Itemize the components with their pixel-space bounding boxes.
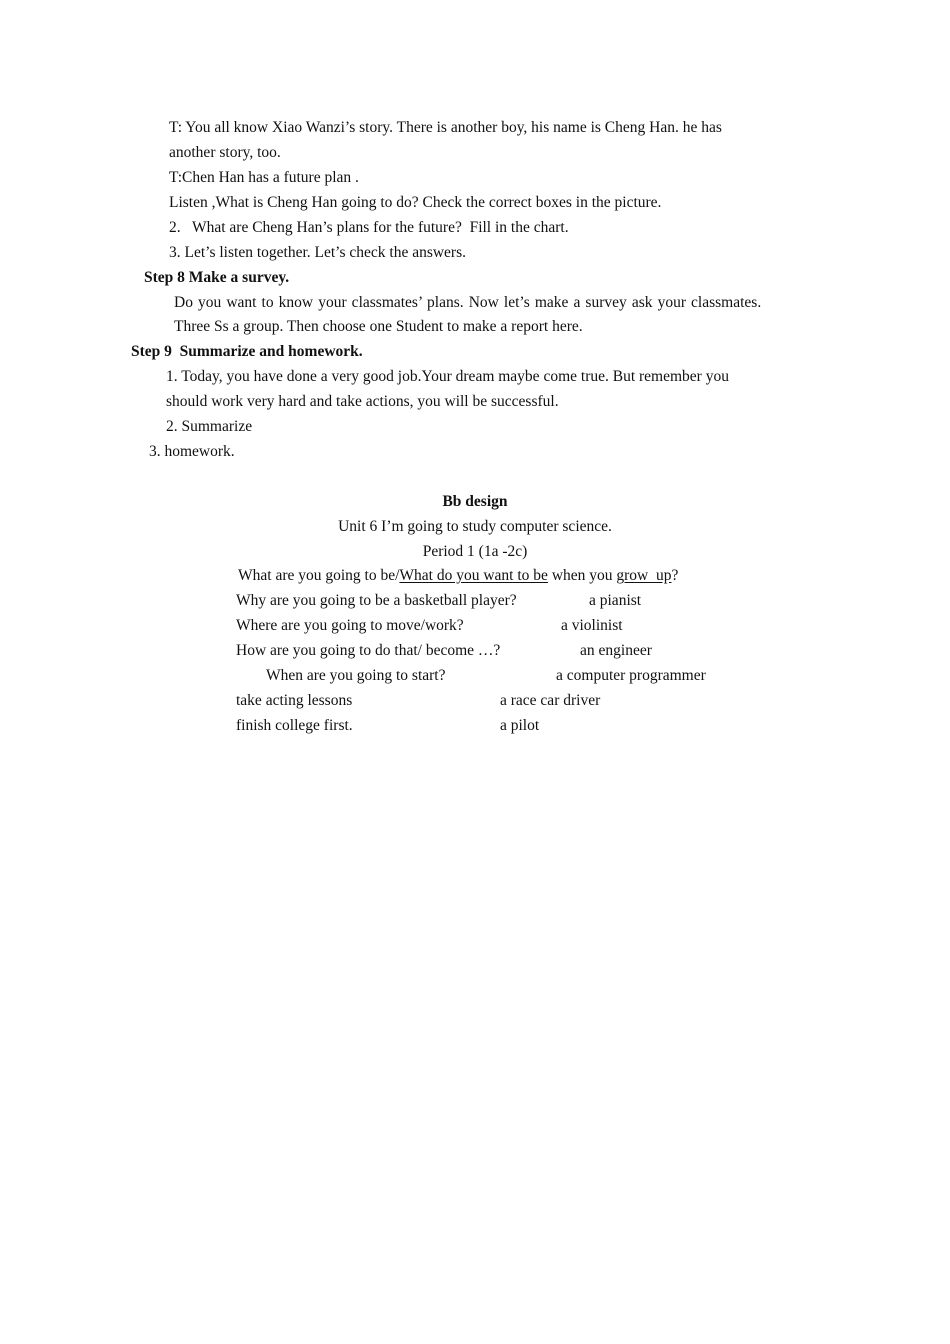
paragraph-line: T:Chen Han has a future plan .: [169, 169, 359, 186]
step-8-heading: Step 8 Make a survey.: [144, 269, 290, 286]
bb-left-item: take acting lessons: [236, 692, 353, 709]
paragraph-line: 2. What are Cheng Han’s plans for the future? Fill in the chart.: [169, 219, 569, 236]
bb-right-item: an engineer: [580, 642, 652, 659]
bb-right-item: a computer programmer: [556, 667, 706, 684]
paragraph-line: 2. Summarize: [166, 418, 253, 435]
bb-right-item: a violinist: [561, 617, 623, 634]
paragraph-line: another story, too.: [169, 144, 281, 161]
key-question-underlined: What do you want to be: [399, 567, 548, 584]
bb-left-item: How are you going to do that/ become …?: [236, 642, 501, 659]
bb-left-item: When are you going to start?: [266, 667, 446, 684]
period-label: Period 1 (1a -2c): [422, 543, 528, 560]
key-question-part: when you: [547, 567, 617, 584]
paragraph-line: 3. homework.: [149, 443, 235, 460]
key-question: [238, 567, 678, 585]
key-question-part: ?: [671, 567, 679, 584]
bb-design-title: Bb design: [442, 493, 508, 510]
paragraph-line: Listen ,What is Cheng Han going to do? Check the correct boxes in the picture.: [169, 194, 662, 211]
paragraph-line: 1. Today, you have done a very good job.Your dream maybe come true. But remember you: [166, 368, 729, 385]
step-9-heading: Step 9 Summarize and homework.: [131, 343, 363, 360]
bb-right-item: a race car driver: [500, 692, 601, 709]
bb-left-item: Why are you going to be a basketball player?: [236, 592, 517, 609]
bb-left-item: Where are you going to move/work?: [236, 617, 464, 634]
key-question-underlined: grow up: [616, 567, 672, 584]
paragraph-line: should work very hard and take actions, you will be successful.: [166, 393, 559, 410]
paragraph-line: T: You all know Xiao Wanzi’s story. There is another boy, his name is Cheng Han. he has: [169, 119, 722, 136]
paragraph-line: 3. Let’s listen together. Let’s check the answers.: [169, 244, 466, 261]
bb-right-item: a pianist: [589, 592, 642, 609]
bb-left-item: finish college first.: [236, 717, 353, 734]
paragraph-line: Three Ss a group. Then choose one Student to make a report here.: [174, 318, 583, 335]
bb-right-item: a pilot: [500, 717, 540, 734]
unit-title: Unit 6 I’m going to study computer science.: [338, 518, 612, 535]
key-question-part: What are you going to be/: [238, 567, 400, 584]
paragraph-line: Do you want to know your classmates’ plans. Now let’s make a survey ask your classmates.: [174, 294, 762, 311]
